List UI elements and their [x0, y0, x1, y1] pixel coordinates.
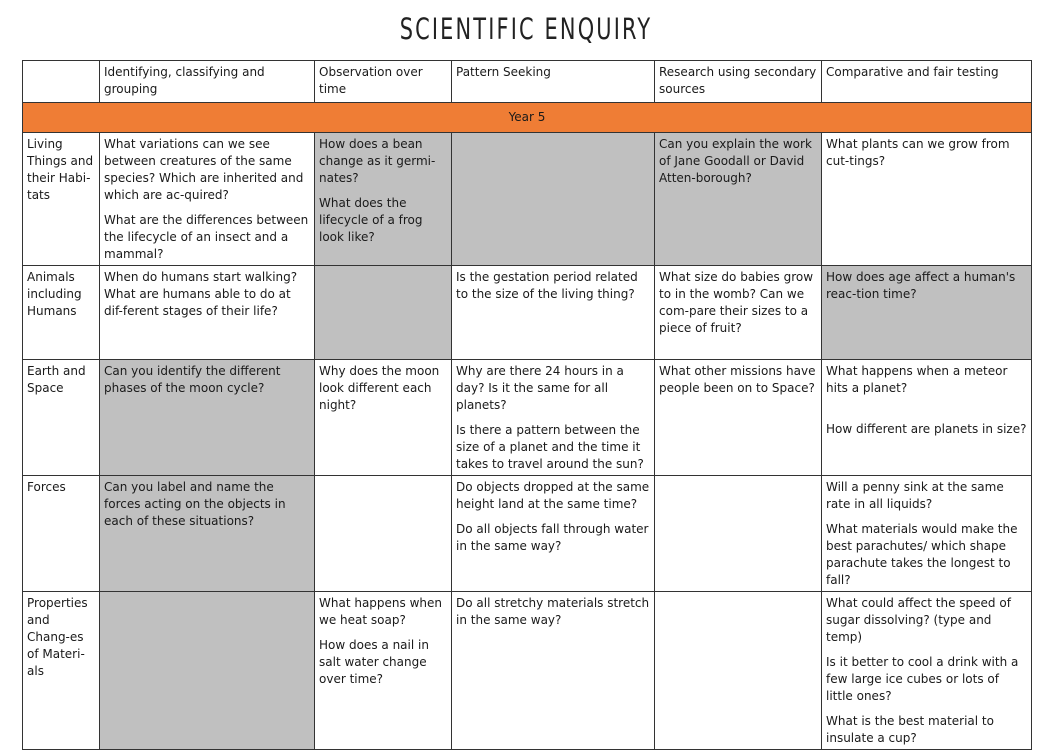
- topic-cell: Forces: [23, 476, 100, 592]
- question-text: What other missions have people been on to Space?: [659, 364, 816, 395]
- page-title: SCIENTIFIC ENQUIRY: [399, 12, 653, 46]
- question-cell: [822, 133, 1032, 266]
- topic-cell: Properties and Chang-es of Materi-als: [23, 592, 100, 750]
- question-text: Will a penny sink at the same rate in all liquids?: [826, 480, 1004, 511]
- column-header: Identifying, classifying and grouping: [100, 61, 315, 103]
- topic-cell: Living Things and their Habi-tats: [23, 133, 100, 266]
- question-text: Is it better to cool a drink with a few large ice cubes or lots of little ones?: [826, 655, 1019, 703]
- question-text: What could affect the speed of sugar dissolving? (type and temp): [826, 596, 1011, 644]
- question-text: How does a nail in salt water change over time?: [319, 638, 429, 686]
- question-cell: [655, 266, 822, 360]
- question-cell: [452, 360, 655, 476]
- question-cell: [822, 592, 1032, 750]
- table-row: [23, 360, 1032, 476]
- question-text: What size do babies grow to in the womb? Can we com-pare their sizes to a piece of fruit?: [659, 270, 814, 335]
- question-cell: [315, 133, 452, 266]
- question-text: How different are planets in size?: [826, 422, 1027, 436]
- question-cell: [315, 266, 452, 360]
- table-row: [23, 266, 1032, 360]
- question-cell: [100, 266, 315, 360]
- enquiry-table: [22, 60, 1032, 750]
- question-text: Do objects dropped at the same height land at the same time?: [456, 480, 650, 511]
- year-row: [23, 103, 1032, 133]
- question-text: Why are there 24 hours in a day? Is it the same for all planets?: [456, 364, 624, 412]
- question-text: Can you identify the different phases of the moon cycle?: [104, 364, 281, 395]
- column-header: Comparative and fair testing: [822, 61, 1032, 103]
- year-band: Year 5: [23, 103, 1032, 133]
- question-text: What is the best material to insulate a cup?: [826, 714, 994, 745]
- question-text: How does age affect a human's reac-tion time?: [826, 270, 1016, 301]
- question-cell: [100, 360, 315, 476]
- question-text: What materials would make the best parachutes/ which shape parachute takes the longest to fall?: [826, 522, 1018, 587]
- topic-cell: Earth and Space: [23, 360, 100, 476]
- column-header: Pattern Seeking: [452, 61, 655, 103]
- question-cell: [315, 360, 452, 476]
- question-text: What happens when we heat soap?: [319, 596, 442, 627]
- question-text: When do humans start walking? What are humans able to do at dif-ferent stages of their life?: [104, 270, 298, 318]
- question-cell: [655, 360, 822, 476]
- question-cell: [822, 360, 1032, 476]
- question-text: What are the differences between the lifecycle of an insect and a mammal?: [104, 213, 309, 261]
- question-cell: [822, 266, 1032, 360]
- question-cell: [655, 476, 822, 592]
- question-cell: [452, 592, 655, 750]
- question-cell: [315, 476, 452, 592]
- question-text: Do all objects fall through water in the same way?: [456, 522, 649, 553]
- question-cell: [100, 592, 315, 750]
- table-row: [23, 133, 1032, 266]
- question-text: Can you explain the work of Jane Goodall or David Atten-borough?: [659, 137, 812, 185]
- question-text: How does a bean change as it germi-nates?: [319, 137, 436, 185]
- question-cell: [100, 476, 315, 592]
- question-cell: [315, 592, 452, 750]
- question-cell: [452, 133, 655, 266]
- question-text: What variations can we see between creatures of the same species? Which are inherited and which are ac-quired?: [104, 137, 304, 202]
- question-text: Is there a pattern between the size of a planet and the time it takes to travel around the sun?: [456, 423, 644, 471]
- header-corner-cell: [23, 61, 100, 103]
- question-cell: [100, 133, 315, 266]
- column-header: Observation over time: [315, 61, 452, 103]
- table-row: [23, 476, 1032, 592]
- question-cell: [655, 592, 822, 750]
- question-text: Is the gestation period related to the size of the living thing?: [456, 270, 638, 301]
- table-row: [23, 592, 1032, 750]
- header-row: [23, 61, 1032, 103]
- question-text: Why does the moon look different each night?: [319, 364, 440, 412]
- question-cell: [655, 133, 822, 266]
- question-text: What happens when a meteor hits a planet?: [826, 364, 1008, 395]
- question-text: Can you label and name the forces acting on the objects in each of these situations?: [104, 480, 286, 528]
- question-text: What plants can we grow from cut-tings?: [826, 137, 1010, 168]
- question-text: Do all stretchy materials stretch in the same way?: [456, 596, 650, 627]
- question-cell: [452, 476, 655, 592]
- column-header: Research using secondary sources: [655, 61, 822, 103]
- question-cell: [822, 476, 1032, 592]
- question-cell: [452, 266, 655, 360]
- topic-cell: Animals including Humans: [23, 266, 100, 360]
- question-text: What does the lifecycle of a frog look like?: [319, 196, 423, 244]
